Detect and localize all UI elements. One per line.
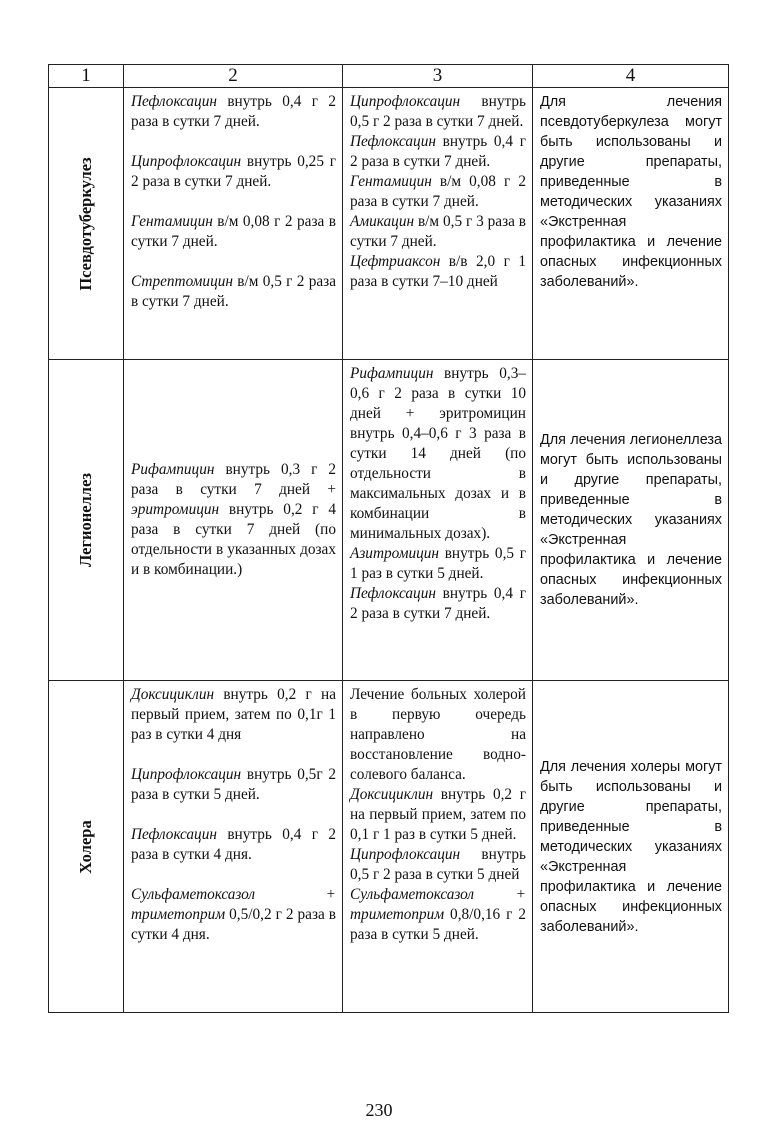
inpatient-treatment-cell — [343, 360, 533, 681]
drug-entry: Стрептомицин в/м 0,5 г 2 раза в сутки 7 дней. — [131, 273, 336, 310]
column-header: 2 — [124, 65, 343, 88]
table-row — [49, 360, 729, 681]
drug-entry: Пефлоксацин внутрь 0,4 г 2 раза в сутки 7 дней. — [131, 93, 336, 130]
drug-entry: Рифампицин внутрь 0,3 г 2 раза в сутки 7 дней + эритромицин внутрь 0,2 г 4 раза в сутки 7 дней (по отдельности в указанных дозах и в комбинации.) — [131, 461, 336, 578]
drug-entry: Пефлоксацин внутрь 0,4 г 2 раза в сутки 7 дней. — [350, 133, 526, 170]
drug-entry: Доксициклин внутрь 0,2 г на первый прием, затем по 0,1 г 1 раз в сутки 5 дней. — [350, 786, 526, 843]
note-cell — [533, 88, 729, 360]
drug-entry: Пефлоксацин внутрь 0,4 г 2 раза в сутки 7 дней. — [350, 585, 526, 622]
treatment-table — [48, 64, 729, 1013]
inpatient-treatment-cell — [343, 88, 533, 360]
drug-entry: Гентамицин в/м 0,08 г 2 раза в сутки 7 дней. — [350, 173, 526, 210]
note-text: Для лечения псевдотуберкулеза могут быть использованы и другие препараты, приведенные в методических указаниях «Экстренная профилактика и лечение опасных инфекционных заболеваний». — [540, 94, 722, 290]
drug-entry: Ципрофлоксацин внутрь 0,5 г 2 раза в сутки 7 дней. — [350, 93, 526, 130]
drug-entry: Ципрофлоксацин внутрь 0,25 г 2 раза в сутки 7 дней. — [131, 153, 336, 190]
drug-entry: Сульфаметоксазол + триметоприм 0,8/0,16 г 2 раза в сутки 5 дней. — [350, 886, 526, 943]
column-header: 1 — [49, 65, 124, 88]
disease-cell — [49, 88, 124, 360]
column-header: 3 — [343, 65, 533, 88]
drug-entry: Азитромицин внутрь 0,5 г 1 раз в сутки 5 дней. — [350, 545, 526, 582]
note-text: Для лечения легионеллеза могут быть использованы и другие препараты, приведенные в методических указаниях «Экстренная профилактика и лечение опасных инфекционных заболеваний». — [540, 432, 722, 608]
outpatient-treatment-cell — [124, 681, 343, 1013]
column-header: 4 — [533, 65, 729, 88]
table-row — [49, 88, 729, 360]
drug-entry: Сульфаметоксазол + триметоприм 0,5/0,2 г 2 раза в сутки 4 дня. — [131, 886, 336, 943]
note-cell — [533, 360, 729, 681]
table-header-row — [49, 65, 729, 88]
drug-entry: Амикацин в/м 0,5 г 3 раза в сутки 7 дней. — [350, 213, 526, 250]
disease-cell — [49, 681, 124, 1013]
disease-name: Легионеллез — [76, 472, 95, 568]
outpatient-treatment-cell — [124, 88, 343, 360]
disease-cell — [49, 360, 124, 681]
drug-entry: Пефлоксацин внутрь 0,4 г 2 раза в сутки 4 дня. — [131, 826, 336, 863]
drug-entry: Ципрофлоксацин внутрь 0,5 г 2 раза в сутки 5 дней — [350, 846, 526, 883]
table-row — [49, 681, 729, 1013]
drug-entry: Ципрофлоксацин внутрь 0,5г 2 раза в сутки 5 дней. — [131, 766, 336, 803]
note-cell — [533, 681, 729, 1013]
drug-entry: Рифампицин внутрь 0,3–0,6 г 2 раза в сутки 10 дней + эритромицин внутрь 0,4–0,6 г 3 раза в сутки 14 дней (по отдельности в максимальных дозах и в комбинации в минимальных дозах). — [350, 365, 526, 542]
drug-entry: Гентамицин в/м 0,08 г 2 раза в сутки 7 дней. — [131, 213, 336, 250]
outpatient-treatment-cell — [124, 360, 343, 681]
disease-name: Холера — [76, 819, 95, 874]
drug-entry: Цефтриаксон в/в 2,0 г 1 раза в сутки 7–10 дней — [350, 253, 526, 290]
note-text: Для лечения холеры могут быть использованы и другие препараты, приведенные в методических указаниях «Экстренная профилактика и лечение опасных инфекционных заболеваний». — [540, 758, 722, 935]
treatment-intro: Лечение больных холерой в первую очередь направлено на восстановление водно-солевого баланса. — [350, 686, 526, 783]
drug-entry: Доксициклин внутрь 0,2 г на первый прием, затем по 0,1г 1 раз в сутки 4 дня — [131, 686, 336, 743]
inpatient-treatment-cell — [343, 681, 533, 1013]
page-number: 230 — [365, 1100, 393, 1120]
disease-name: Псевдотуберкулез — [76, 156, 95, 291]
